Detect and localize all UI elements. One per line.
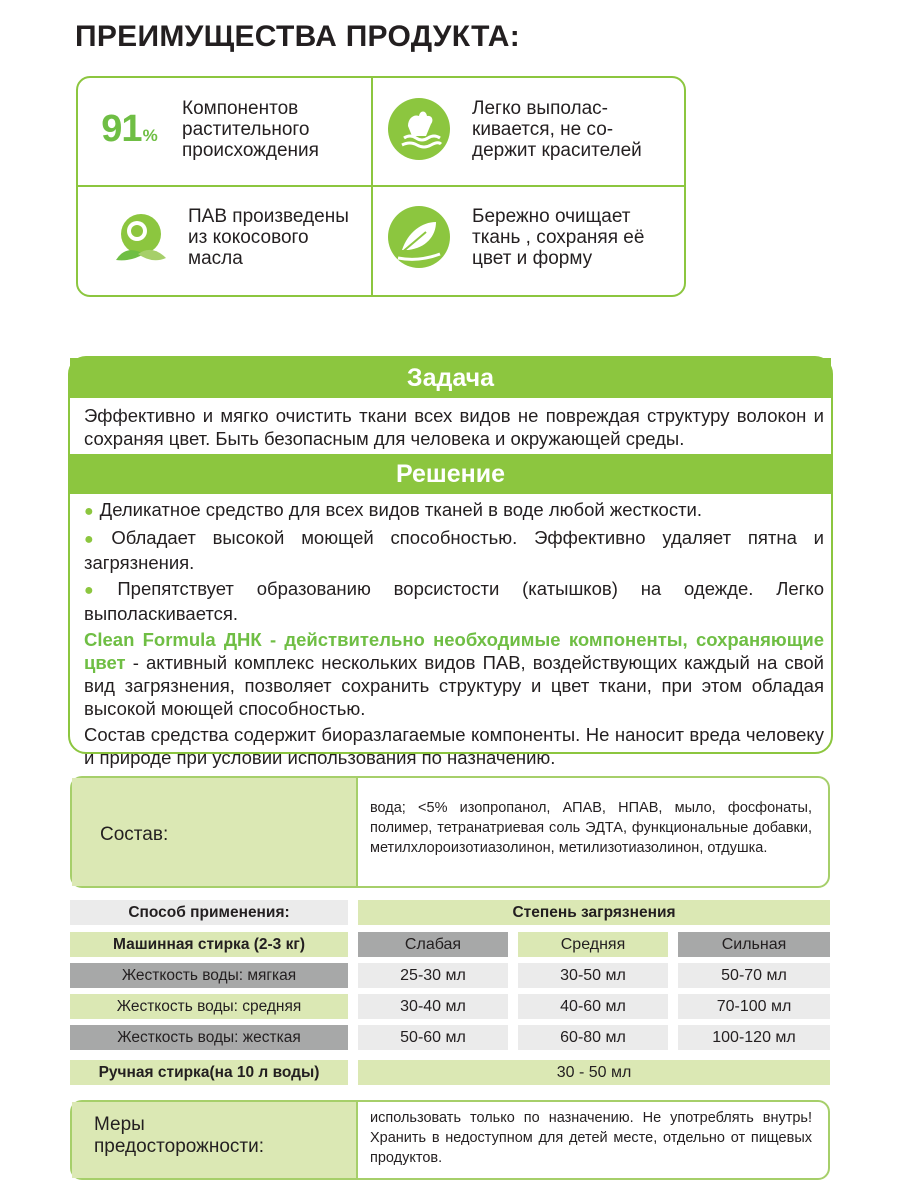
bullet-icon: ● (84, 503, 94, 520)
solution-bullet-text: Обладает высокой моющей способностью. Эффективно удаляет пятна и загрязнения. (84, 527, 824, 573)
precautions-label (94, 1114, 264, 1158)
table-cell: 40-60 мл (518, 994, 668, 1019)
precautions-label-panel (72, 1102, 356, 1178)
level-light: Слабая (358, 932, 508, 957)
benefit-line: из кокосового (188, 226, 309, 248)
page-title: ПРЕИМУЩЕСТВА ПРОДУКТА: (75, 20, 521, 53)
benefit-line: кивается, не со- (472, 118, 614, 140)
benefit-coconut-surfactants (108, 204, 349, 270)
table-cell: 50-70 мл (678, 963, 830, 988)
bullet-icon: ● (84, 582, 112, 599)
task-text: Эффективно и мягко очистить ткани всех видов не повреждая структуру волокон и сохраняя цвет. Быть безопасным для человека и окружающей среды. (84, 405, 824, 449)
degree-header: Степень загрязнения (358, 900, 830, 925)
solution-bullet-text: Деликатное средство для всех видов тканей в воде любой жесткости. (99, 499, 703, 520)
feather-icon (386, 204, 452, 270)
benefit-line: ткань , сохраняя её (472, 226, 645, 248)
composition-text: вода; <5% изопропанол, АПАВ, НПАВ, мыло, фосфонаты, полимер, тетранатриевая соль ЭДТА, функциональные добавки, метилхлороизотиазолинон, метилизотиазолинон, отдушка. (356, 778, 828, 886)
closing-paragraph: Состав средства содержит биоразлагаемые компоненты. Не наносит вреда человеку и природе при условии использования по назначению. (84, 724, 824, 768)
benefit-line: происхождения (182, 139, 319, 161)
hand-wash-label: Ручная стирка(на 10 л воды) (70, 1060, 348, 1085)
solution-bullet (84, 526, 824, 574)
solution-body (84, 498, 824, 772)
bullet-icon: ● (84, 531, 106, 548)
benefit-plant-components (96, 96, 319, 162)
benefit-line: масла (188, 247, 243, 269)
benefit-text (182, 98, 319, 161)
composition-label-panel (72, 778, 356, 886)
benefit-line: растительного (182, 118, 310, 140)
divider (78, 185, 684, 187)
benefits-grid (76, 76, 686, 297)
table-cell: 70-100 мл (678, 994, 830, 1019)
method-header: Способ применения: (70, 900, 348, 925)
table-cell: 30-50 мл (518, 963, 668, 988)
solution-heading: Решение (70, 454, 831, 494)
table-cell: 25-30 мл (358, 963, 508, 988)
benefit-easy-rinse (386, 96, 642, 162)
composition-label: Состав: (100, 824, 169, 845)
precautions-label-line: Меры (94, 1114, 145, 1135)
table-cell: 50-60 мл (358, 1025, 508, 1050)
row-label-medium-water: Жесткость воды: средняя (70, 994, 348, 1019)
precautions-label-line: предосторожности: (94, 1136, 264, 1157)
benefit-line: ПАВ произведены (188, 205, 349, 227)
level-heavy: Сильная (678, 932, 830, 957)
formula-text: - активный комплекс нескольких видов ПАВ, воздействующих каждый на свой вид загрязнения, позволяет сохранить структуру и цвет ткани, при этом обладая высокой моющей способностью. (84, 652, 824, 719)
table-cell: 30-40 мл (358, 994, 508, 1019)
coconut-icon (108, 204, 174, 270)
precautions-text: использовать только по назначению. Не употреблять внутрь! Хранить в недоступном для детей месте, отдельно от пищевых продуктов. (356, 1102, 828, 1178)
task-solution-box (68, 356, 833, 768)
rinse-water-hand-icon (386, 96, 452, 162)
table-cell: 100-120 мл (678, 1025, 830, 1050)
benefit-line: держит красителей (472, 139, 642, 161)
benefit-text (188, 206, 349, 269)
formula-name: Clean Formula ДНК - действительно необходимые компоненты, сохраняющие цвет (84, 629, 824, 673)
machine-wash-label: Машинная стирка (2-3 кг) (70, 932, 348, 957)
table-cell: 60-80 мл (518, 1025, 668, 1050)
task-heading: Задача (70, 358, 831, 398)
composition-box (70, 776, 830, 888)
level-medium: Средняя (518, 932, 668, 957)
benefit-text (472, 206, 644, 269)
formula-paragraph (84, 628, 824, 720)
solution-bullet-text: Препятствует образованию ворсистости (катышков) на одежде. Легко выполаскивается. (84, 578, 824, 624)
benefit-line: Легко выполас- (472, 97, 609, 119)
precautions-box (70, 1100, 830, 1180)
hand-wash-value: 30 - 50 мл (358, 1060, 830, 1085)
percent-badge-icon (96, 96, 162, 162)
solution-bullet (84, 498, 824, 523)
benefit-text (472, 98, 642, 161)
benefit-line: Компонентов (182, 97, 299, 119)
row-label-soft-water: Жесткость воды: мягкая (70, 963, 348, 988)
percent-unit: % (142, 125, 157, 145)
percent-value: 91 (101, 107, 142, 150)
row-label-hard-water: Жесткость воды: жесткая (70, 1025, 348, 1050)
solution-bullet (84, 577, 824, 625)
benefit-line: цвет и форму (472, 247, 593, 269)
benefit-gentle-cleaning (386, 204, 644, 270)
benefit-line: Бережно очищает (472, 205, 631, 227)
